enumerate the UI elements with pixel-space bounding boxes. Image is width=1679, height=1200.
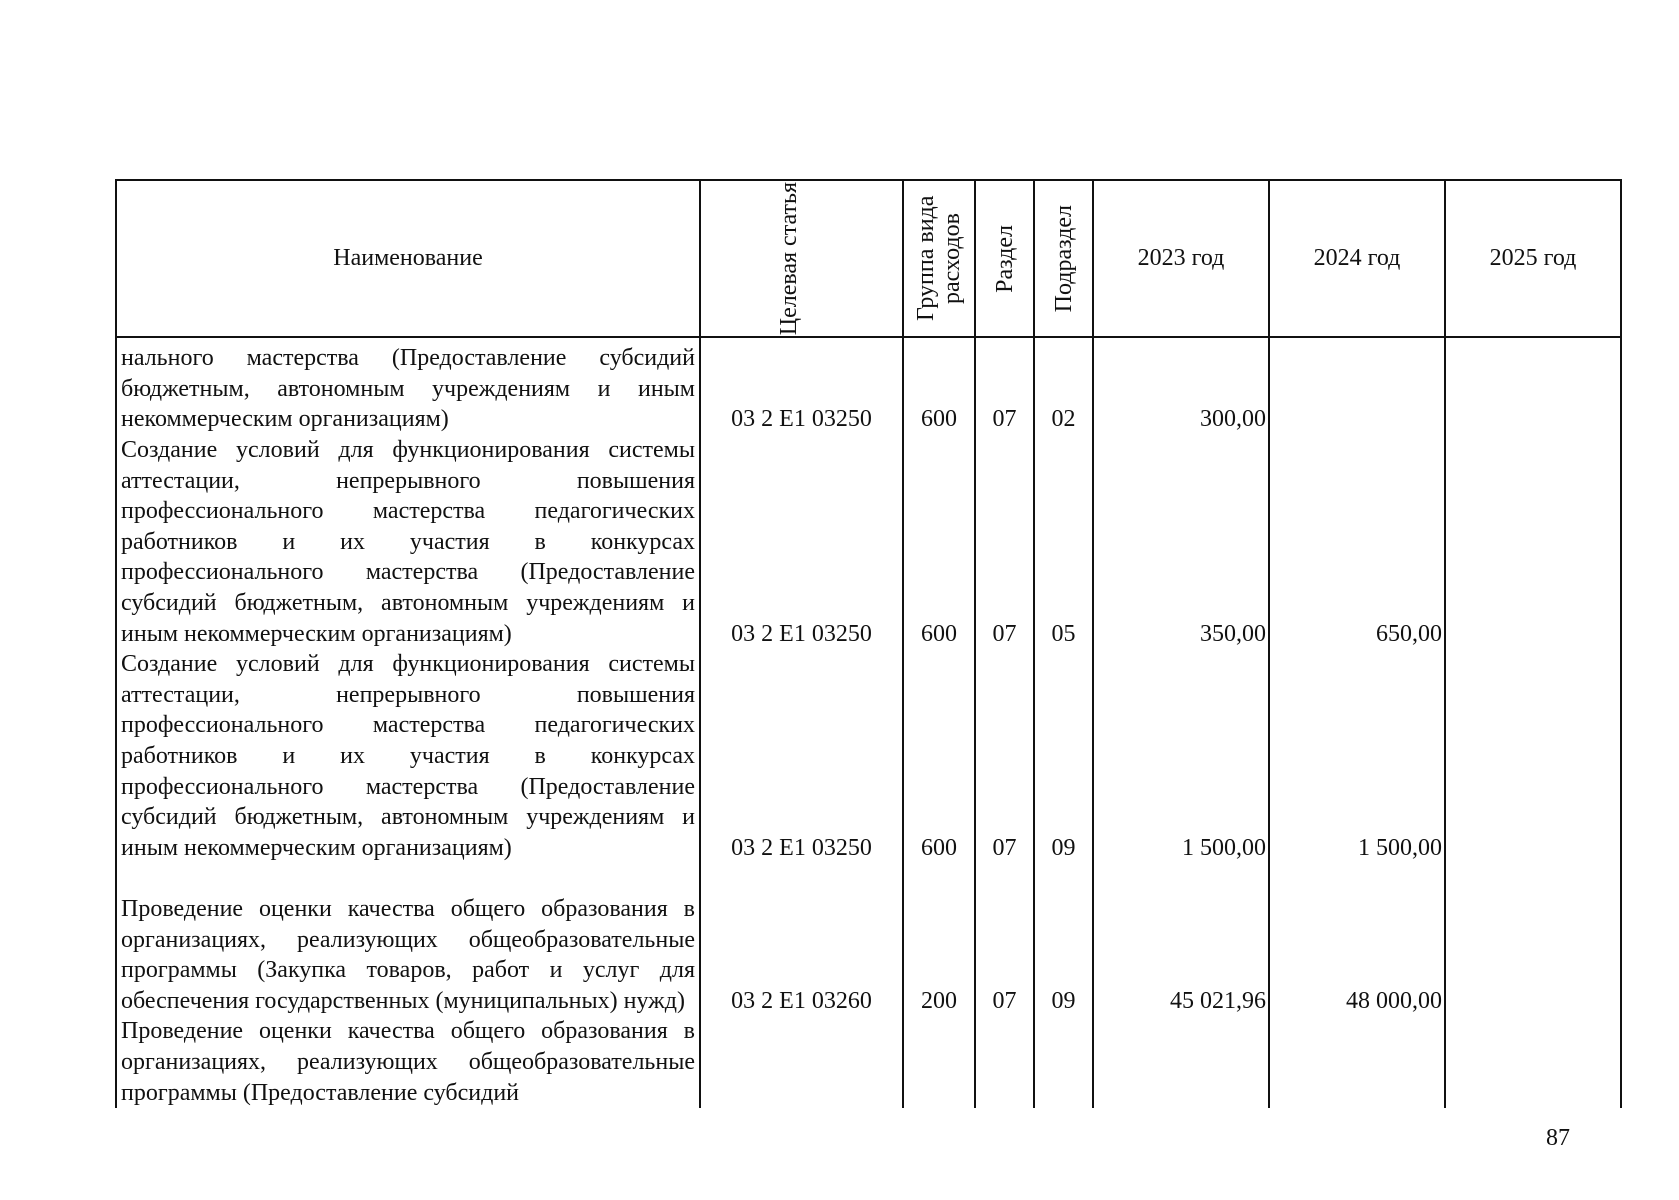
row-code: 03 2 Е1 03250 bbox=[700, 337, 903, 435]
row-2025 bbox=[1445, 337, 1621, 435]
header-section bbox=[975, 180, 1034, 337]
row-2023: 300,00 bbox=[1093, 337, 1269, 435]
header-target-article bbox=[700, 180, 903, 337]
row-2025 bbox=[1445, 863, 1621, 1016]
header-expense-group-label: Группа вида расходов bbox=[913, 195, 965, 322]
row-subsection: 09 bbox=[1034, 649, 1093, 863]
row-2024 bbox=[1269, 337, 1445, 435]
row-section: 07 bbox=[975, 649, 1034, 863]
header-section-label: Раздел bbox=[991, 224, 1018, 293]
row-2024: 650,00 bbox=[1269, 435, 1445, 649]
row-2025 bbox=[1445, 435, 1621, 649]
row-2024: 48 000,00 bbox=[1269, 863, 1445, 1016]
row-2025 bbox=[1445, 1016, 1621, 1108]
row-subsection: 02 bbox=[1034, 337, 1093, 435]
row-2024: 1 500,00 bbox=[1269, 649, 1445, 863]
header-name bbox=[116, 180, 700, 337]
row-group: 600 bbox=[903, 435, 975, 649]
row-section bbox=[975, 1016, 1034, 1108]
table-row bbox=[116, 863, 1621, 1016]
row-group: 200 bbox=[903, 863, 975, 1016]
row-section: 07 bbox=[975, 435, 1034, 649]
header-2024 bbox=[1269, 180, 1445, 337]
row-name-cell bbox=[116, 649, 700, 863]
header-name-label: Наименование bbox=[333, 245, 483, 272]
row-2023: 350,00 bbox=[1093, 435, 1269, 649]
row-group bbox=[903, 1016, 975, 1108]
header-subsection bbox=[1034, 180, 1093, 337]
row-subsection bbox=[1034, 1016, 1093, 1108]
header-expense-group bbox=[903, 180, 975, 337]
row-2023 bbox=[1093, 1016, 1269, 1108]
header-target-article-label: Целевая статья bbox=[775, 181, 802, 336]
table-row bbox=[116, 337, 1621, 435]
row-name-cell bbox=[116, 337, 700, 435]
row-name: нального мастерства (Предоставление субсидий бюджетным, автономным учреждениям и иным некоммерческим организациям) bbox=[121, 345, 695, 433]
row-name-cell bbox=[116, 1016, 700, 1108]
row-name-cell bbox=[116, 435, 700, 649]
row-code: 03 2 Е1 03260 bbox=[700, 863, 903, 1016]
row-group: 600 bbox=[903, 337, 975, 435]
row-code: 03 2 Е1 03250 bbox=[700, 435, 903, 649]
page-number: 87 bbox=[1546, 1125, 1570, 1151]
row-name: Проведение оценки качества общего образования в организациях, реализующих общеобразовательные программы (Закупка товаров, работ и услуг для обеспечения государственных (муниципальных) нужд) bbox=[121, 895, 695, 1014]
row-name: Проведение оценки качества общего образования в организациях, реализующих общеобразовательные программы (Предоставление субсидий bbox=[121, 1018, 695, 1106]
header-2025 bbox=[1445, 180, 1621, 337]
header-2024-label: 2024 год bbox=[1313, 245, 1401, 272]
row-name-cell bbox=[116, 863, 700, 1016]
table-header-row bbox=[116, 180, 1621, 337]
table-row bbox=[116, 649, 1621, 863]
row-subsection: 05 bbox=[1034, 435, 1093, 649]
row-name: Создание условий для функционирования системы аттестации, непрерывного повышения профессионального мастерства педагогических работников и их участия в конкурсах профессионального мастерства (Предоставление субсидий бюджетным, автономным учреждениям и иным некоммерческим организациям) bbox=[121, 437, 695, 647]
header-2025-label: 2025 год bbox=[1489, 245, 1577, 272]
header-subsection-label: Подраздел bbox=[1050, 204, 1077, 313]
row-code bbox=[700, 1016, 903, 1108]
row-subsection: 09 bbox=[1034, 863, 1093, 1016]
row-section: 07 bbox=[975, 337, 1034, 435]
table-row bbox=[116, 435, 1621, 649]
row-2024 bbox=[1269, 1016, 1445, 1108]
header-2023-label: 2023 год bbox=[1137, 245, 1225, 272]
budget-table bbox=[115, 179, 1622, 1108]
row-2023: 1 500,00 bbox=[1093, 649, 1269, 863]
row-2023: 45 021,96 bbox=[1093, 863, 1269, 1016]
row-name: Создание условий для функционирования системы аттестации, непрерывного повышения профессионального мастерства педагогических работников и их участия в конкурсах профессионального мастерства (Предоставление субсидий бюджетным, автономным учреждениям и иным некоммерческим организациям) bbox=[121, 651, 695, 861]
row-group: 600 bbox=[903, 649, 975, 863]
header-2023 bbox=[1093, 180, 1269, 337]
table-row bbox=[116, 1016, 1621, 1108]
row-2025 bbox=[1445, 649, 1621, 863]
row-code: 03 2 Е1 03250 bbox=[700, 649, 903, 863]
row-section: 07 bbox=[975, 863, 1034, 1016]
